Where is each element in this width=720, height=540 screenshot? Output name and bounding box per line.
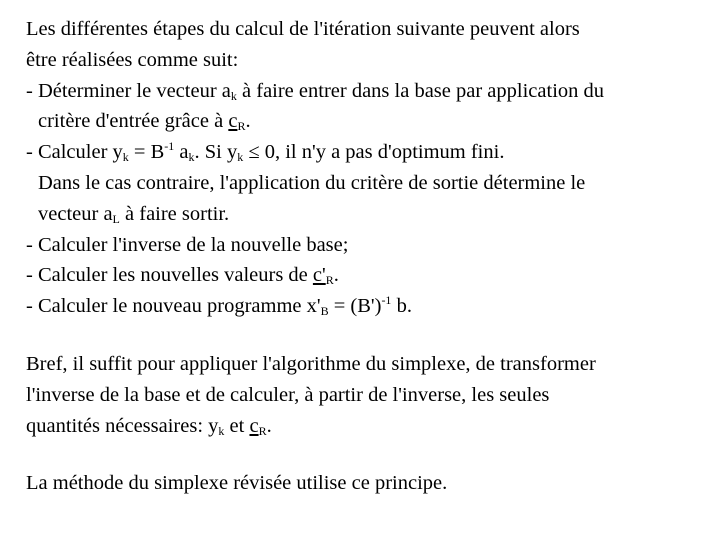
- superscript-minus-one: -1: [381, 293, 392, 308]
- period: .: [333, 264, 339, 287]
- period: .: [266, 414, 272, 437]
- step-5-text-c: b.: [391, 295, 412, 318]
- subscript-r: R: [237, 119, 246, 134]
- summary-line-1: [26, 349, 716, 380]
- step-1-text-b: à faire entrer dans la base par application du: [236, 79, 605, 102]
- subscript-k: k: [122, 150, 129, 165]
- step-4-text: - Calculer les nouvelles valeurs de: [26, 264, 313, 287]
- step-2-line-3: [26, 199, 716, 230]
- summary-text-1: Bref, il suffit pour appliquer l'algorithme du simplexe, de transformer: [26, 352, 596, 375]
- step-5-text-b: = (B'): [328, 295, 382, 318]
- cost-vector-c: c: [249, 414, 259, 437]
- step-1-text-a: - Déterminer le vecteur a: [26, 79, 231, 102]
- step-2-line-1: [26, 137, 716, 168]
- intro-line-1: [26, 14, 716, 45]
- document-body: [26, 14, 716, 499]
- step-2-text-a: - Calculer y: [26, 141, 123, 164]
- intro-line-2: [26, 45, 716, 76]
- step-2-text-e: ≤ 0, il n'y a pas d'optimum fini.: [243, 141, 505, 164]
- step-2-text-d: . Si y: [194, 141, 238, 164]
- step-3-text: - Calculer l'inverse de la nouvelle base;: [26, 233, 349, 256]
- step-2-text-c: a: [174, 141, 189, 164]
- summary-text-2: l'inverse de la base et de calculer, à partir de l'inverse, les seules: [26, 383, 550, 406]
- step-2-line-2: [26, 168, 716, 199]
- step-3-line: [26, 230, 716, 261]
- step-4-line: [26, 260, 716, 291]
- superscript-minus-one: -1: [164, 139, 175, 154]
- subscript-k: k: [188, 150, 195, 165]
- step-2-text-b: = B: [128, 141, 165, 164]
- summary-line-2: [26, 380, 716, 411]
- conclusion-line: [26, 468, 716, 499]
- step-1-line-1: [26, 76, 716, 107]
- subscript-r: R: [258, 423, 267, 438]
- subscript-b: B: [320, 304, 329, 319]
- step-2-text-h: à faire sortir.: [119, 202, 230, 225]
- step-2-text-f: Dans le cas contraire, l'application du critère de sortie détermine le: [38, 171, 586, 194]
- subscript-k: k: [230, 88, 237, 103]
- intro-text-1: Les différentes étapes du calcul de l'itération suivante peuvent alors: [26, 18, 580, 40]
- subscript-k: k: [218, 423, 225, 438]
- step-5-line: [26, 291, 716, 322]
- step-1-text-c: critère d'entrée grâce à: [38, 110, 229, 133]
- step-2-text-g: vecteur a: [38, 202, 113, 225]
- cost-vector-c-prime: c': [312, 264, 326, 287]
- step-5-text-a: - Calculer le nouveau programme x': [26, 295, 321, 318]
- step-1-line-2: [26, 106, 716, 137]
- subscript-k: k: [237, 150, 244, 165]
- summary-text-3a: quantités nécessaires: y: [26, 414, 219, 437]
- period: .: [245, 110, 251, 133]
- summary-text-3b: et: [224, 414, 250, 437]
- subscript-r: R: [325, 273, 334, 288]
- subscript-l: L: [112, 211, 120, 226]
- conclusion-text: La méthode du simplexe révisée utilise ce principe.: [26, 472, 448, 495]
- intro-text-2: être réalisées comme suit:: [26, 48, 239, 71]
- paragraph-gap: [26, 322, 716, 349]
- cost-vector-c: c: [228, 110, 238, 133]
- summary-line-3: [26, 411, 716, 442]
- paragraph-gap: [26, 441, 716, 468]
